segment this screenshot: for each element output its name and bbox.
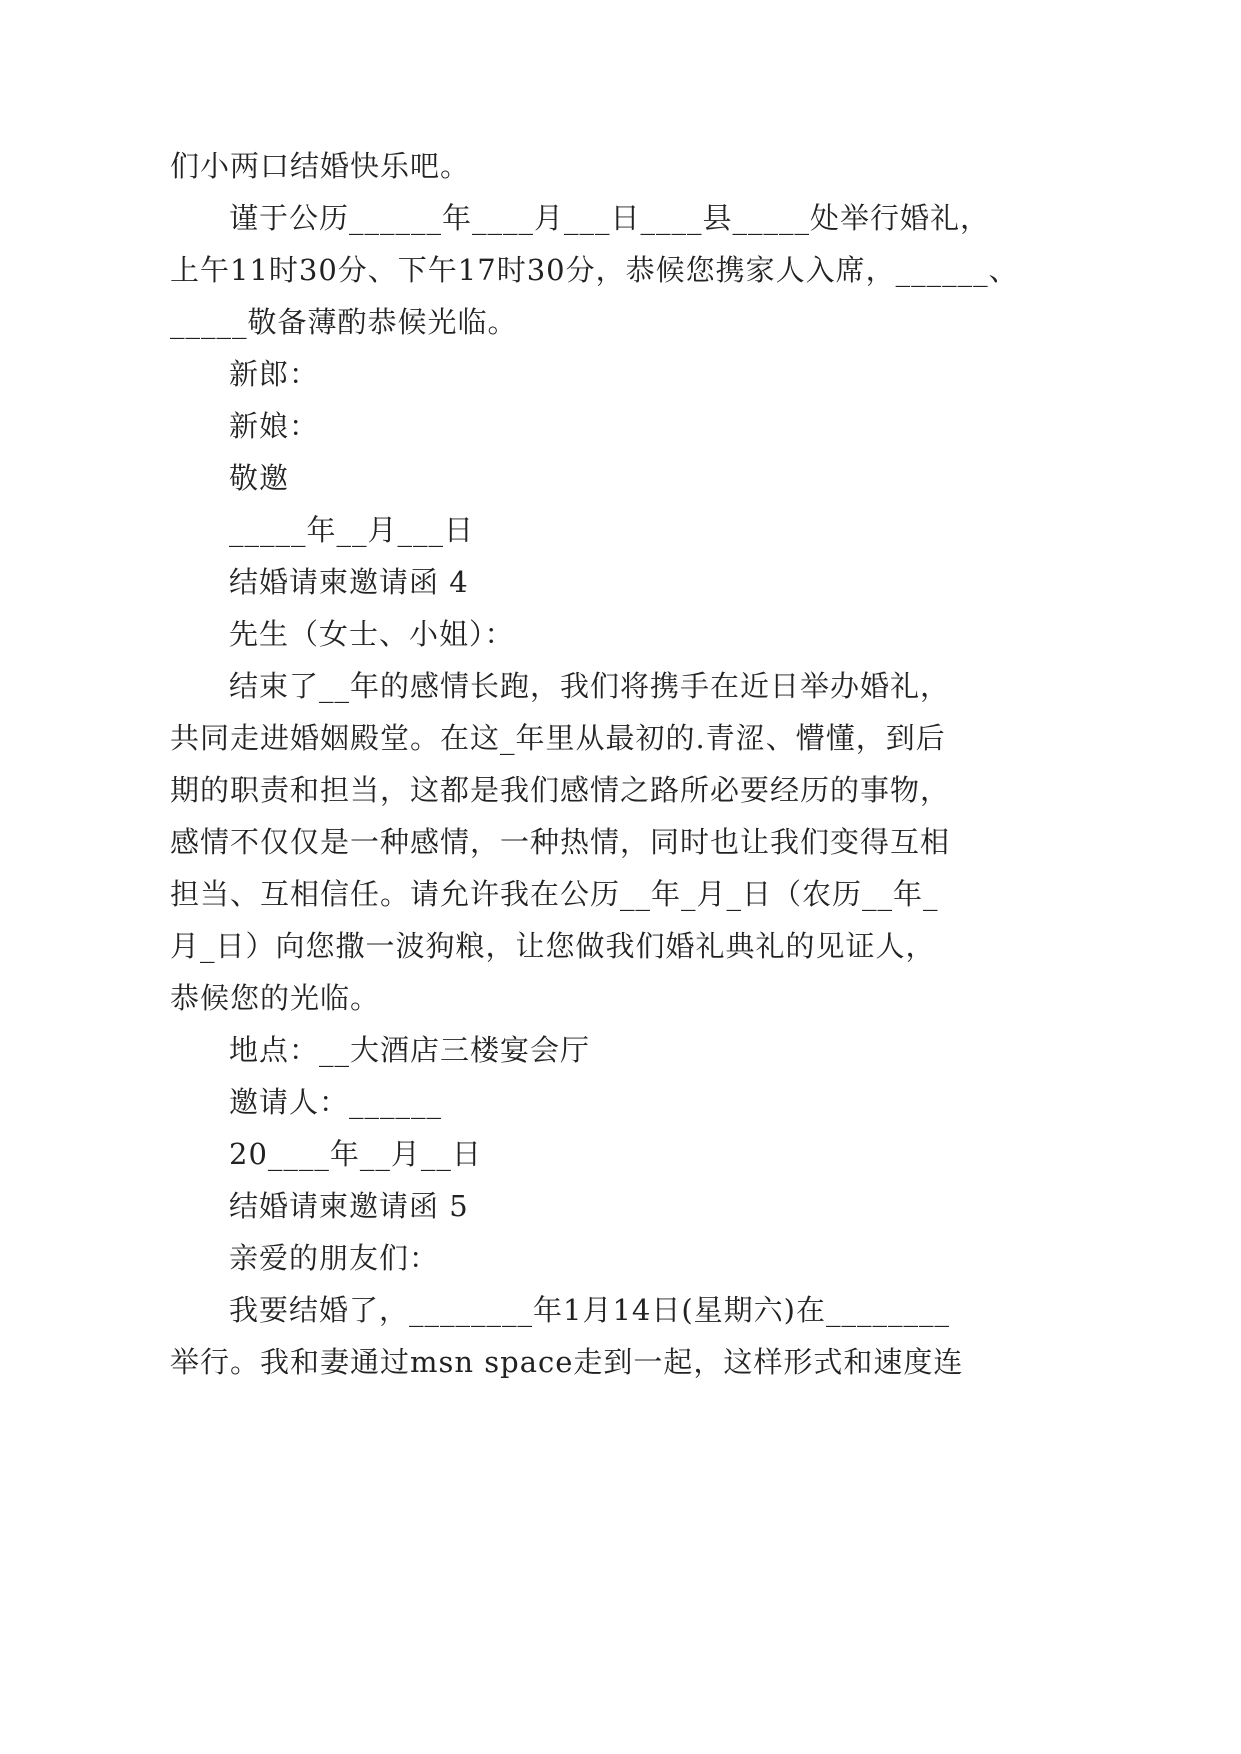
text-line: 先生（女士、小姐）： (229, 617, 515, 651)
text-line: 们小两口结婚快乐吧。 (170, 149, 471, 183)
text-line: 感情不仅仅是一种感情，一种热情，同时也让我们变得互相 (170, 825, 951, 859)
text-line: 地点：__大酒店三楼宴会厅 (229, 1033, 591, 1067)
section-heading: 结婚请柬邀请函 4 (229, 565, 469, 599)
text-line: 期的职责和担当，这都是我们感情之路所必要经历的事物， (170, 773, 951, 807)
text-line: 共同走进婚姻殿堂。在这_年里从最初的.青涩、懵懂，到后 (170, 721, 946, 755)
text-line: 谨于公历______年____月___日____县_____处举行婚礼， (229, 201, 991, 235)
text-line: 新娘： (229, 409, 320, 443)
text-line: 敬邀 (229, 461, 290, 495)
text-line: 20____年__月__日 (229, 1137, 482, 1171)
text-line: 新郎： (229, 357, 320, 391)
text-line: 上午11时30分、下午17时30分，恭候您携家人入席，______、 (170, 253, 1019, 287)
text-line: 月_日）向您撒一波狗粮，让您做我们婚礼典礼的见证人， (170, 929, 936, 963)
text-line: 邀请人：______ (229, 1085, 443, 1119)
text-line: _____敬备薄酌恭候光临。 (170, 305, 518, 339)
text-line: 担当、互相信任。请允许我在公历__年_月_日（农历__年_ (170, 877, 939, 911)
text-line: 恭候您的光临。 (170, 981, 381, 1015)
section-heading: 结婚请柬邀请函 5 (229, 1189, 469, 1223)
text-line: 亲爱的朋友们： (229, 1241, 440, 1275)
text-line: _____年__月___日 (229, 513, 475, 547)
text-line: 结束了__年的感情长跑，我们将携手在近日举办婚礼， (229, 669, 951, 703)
text-line: 我要结婚了，________年1月14日(星期六)在________ (229, 1293, 950, 1327)
text-line: 举行。我和妻通过msn space走到一起，这样形式和速度连 (170, 1345, 964, 1379)
